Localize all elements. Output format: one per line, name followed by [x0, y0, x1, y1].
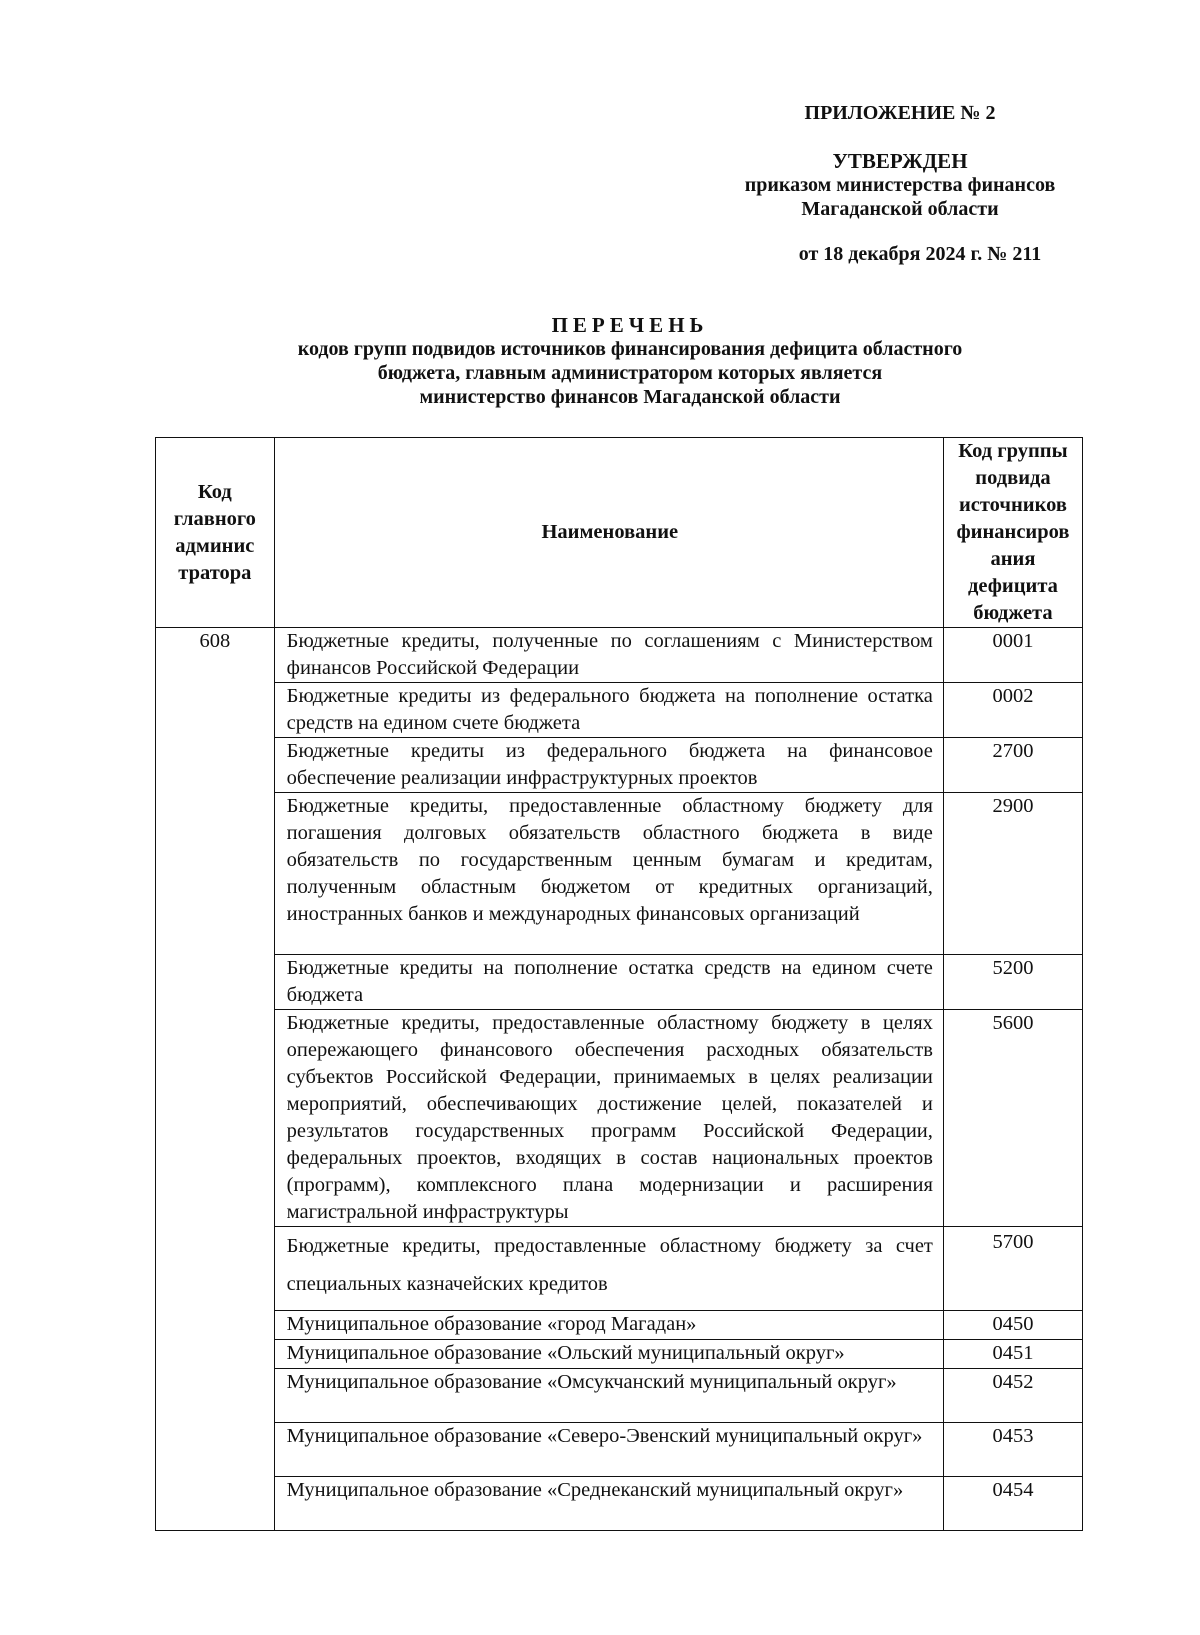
name-cell: Бюджетные кредиты из федерального бюджета на пополнение остатка средств на едином счете бюджета [274, 683, 943, 738]
table-row [156, 683, 1083, 738]
code-cell: 0453 [943, 1423, 1082, 1477]
code-cell: 0452 [943, 1369, 1082, 1423]
table-row [156, 793, 1083, 955]
name-cell: Бюджетные кредиты, полученные по соглашениям с Министерством финансов Российской Федерации [274, 628, 943, 683]
table-header-row [156, 438, 1083, 628]
approved-label: УТВЕРЖДЕН [832, 149, 968, 173]
code-cell: 0451 [943, 1340, 1082, 1369]
header-name: Наименование [274, 438, 943, 628]
table-row [156, 955, 1083, 1010]
code-cell: 2700 [943, 738, 1082, 793]
code-cell: 5200 [943, 955, 1082, 1010]
approval-block [700, 149, 1100, 221]
approved-by-line1: приказом министерства финансов [744, 174, 1056, 196]
name-cell: Муниципальное образование «Северо-Эвенский муниципальный округ» [274, 1423, 943, 1477]
code-cell: 5600 [943, 1010, 1082, 1227]
header-admin-code: Код главного админис тратора [156, 438, 275, 628]
title-line3: министерство финансов Магаданской области [419, 386, 841, 408]
name-cell: Бюджетные кредиты, предоставленные областному бюджету за счет специальных казначейских кредитов [274, 1227, 943, 1311]
order-date: от 18 декабря 2024 г. № 211 [798, 243, 1042, 265]
code-cell: 0001 [943, 628, 1082, 683]
table-row [156, 1311, 1083, 1340]
table-row [156, 1340, 1083, 1369]
appendix-label: ПРИЛОЖЕНИЕ № 2 [804, 102, 996, 124]
name-cell: Муниципальное образование «Среднеканский муниципальный округ» [274, 1477, 943, 1531]
header-group-code: Код группы подвида источников финансиров ания дефицита бюджета [943, 438, 1082, 628]
codes-table [155, 437, 1083, 1531]
title-line2: бюджета, главным администратором которых является [377, 362, 883, 384]
code-cell: 0450 [943, 1311, 1082, 1340]
name-cell: Бюджетные кредиты на пополнение остатка средств на едином счете бюджета [274, 955, 943, 1010]
admin-code-cell: 608 [156, 628, 275, 1531]
name-cell: Муниципальное образование «город Магадан» [274, 1311, 943, 1340]
approved-by-line2: Магаданской области [801, 198, 999, 220]
name-cell: Муниципальное образование «Ольский муниципальный округ» [274, 1340, 943, 1369]
title-main: ПЕРЕЧЕНЬ [551, 313, 709, 337]
table-row [156, 738, 1083, 793]
table-row [156, 1423, 1083, 1477]
table-row [156, 628, 1083, 683]
table-row [156, 1010, 1083, 1227]
name-cell: Бюджетные кредиты, предоставленные областному бюджету для погашения долговых обязательств областного бюджета в виде обязательств по государственным ценным бумагам и кредитам, полученным областным бюджетом от кредитных организаций, иностранных банков и международных финансовых организаций [274, 793, 943, 955]
code-cell: 5700 [943, 1227, 1082, 1311]
document-title [150, 313, 1110, 409]
name-cell: Муниципальное образование «Омсукчанский муниципальный округ» [274, 1369, 943, 1423]
code-cell: 0454 [943, 1477, 1082, 1531]
table-row [156, 1369, 1083, 1423]
name-cell: Бюджетные кредиты из федерального бюджета на финансовое обеспечение реализации инфраструктурных проектов [274, 738, 943, 793]
code-cell: 0002 [943, 683, 1082, 738]
table-body [156, 628, 1083, 1531]
table-row [156, 1227, 1083, 1311]
title-line1: кодов групп подвидов источников финансирования дефицита областного [297, 338, 963, 360]
table-row [156, 1477, 1083, 1531]
code-cell: 2900 [943, 793, 1082, 955]
name-cell: Бюджетные кредиты, предоставленные областному бюджету в целях опережающего финансового обеспечения расходных обязательств субъектов Российской Федерации, принимаемых в целях реализации мероприятий, обеспечивающих достижение целей, показателей и результатов государственных программ Российской Федерации, федеральных проектов, входящих в состав национальных проектов (программ), комплексного плана модернизации и расширения магистральной инфраструктуры [274, 1010, 943, 1227]
